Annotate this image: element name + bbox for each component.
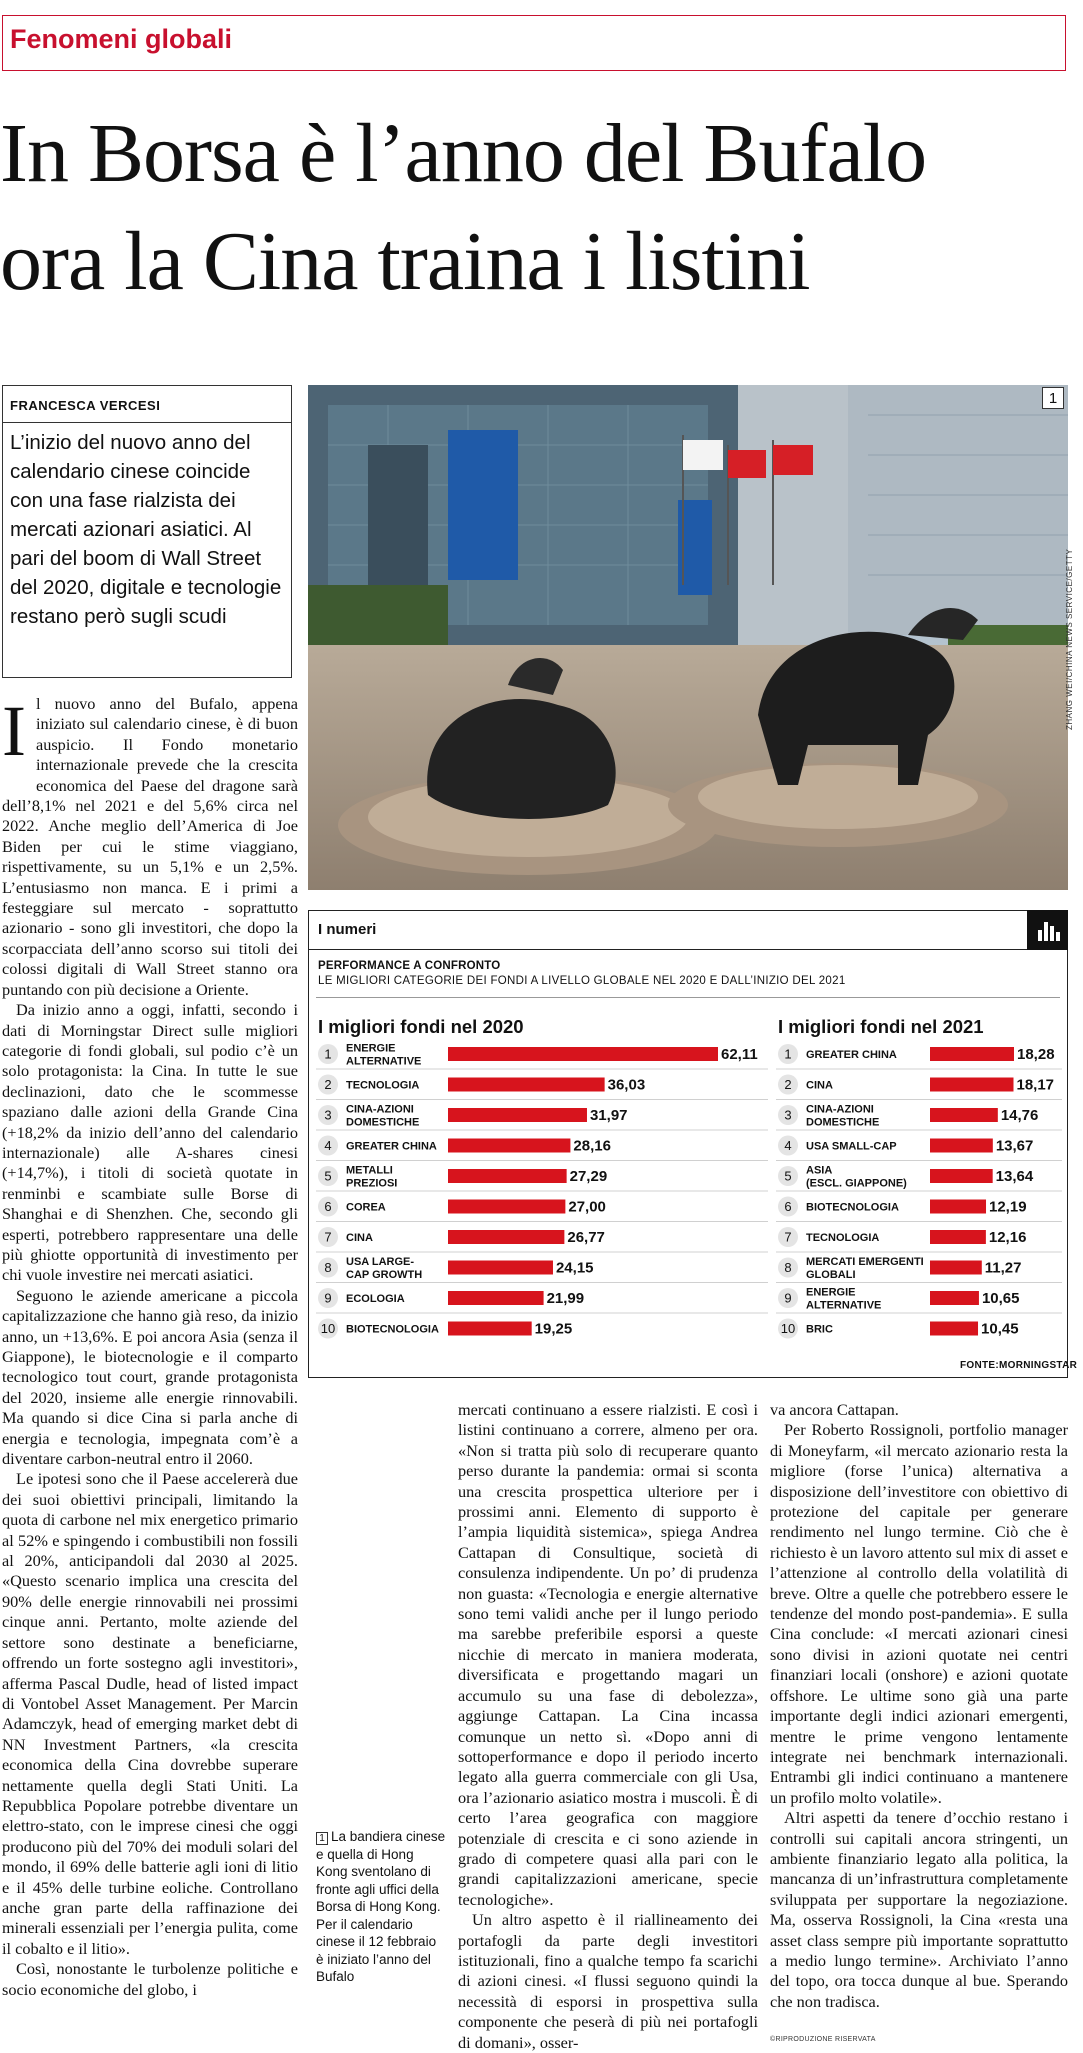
value-label: 18,28 bbox=[1017, 1046, 1055, 1063]
article-column-3 bbox=[770, 1400, 1068, 2012]
category-label: ECOLOGIA bbox=[346, 1293, 405, 1305]
value-label: 31,97 bbox=[589, 1107, 628, 1124]
infographic-description: LE MIGLIORI CATEGORIE DEI FONDI A LIVELLO GLOBALE NEL 2020 E DALL’INIZIO DEL 2021 bbox=[318, 975, 846, 987]
category-label: BRIC bbox=[806, 1323, 833, 1336]
article-paragraph: mercati continuano a essere rialzisti. E così i listini continuano a correre, almeno per ora. «Non si tratta più solo di recuperare quanto perso durante la pandemia: ormai si sconta una crescita prospettica ulteriore per i prossimi anni. Elemento di supporto è l’ampia liquidità sistemica», spiega Andrea Cattapan di Consultique, società di consulenza indipendente. Un po’ di prudenza non guasta: «Tecnologia e energie alternative sono temi validi anche per il lungo periodo ma sarebbe preferibile esporsi a queste nicchie di mercato in maniera moderata, diversificata e progettando magari un accumulo su una fase di debolezza», aggiunge Cattapan. La Cina incassa comunque un netto sì. «Dopo anni di sottoperformance e dopo il periodo incerto legato alla guerra commerciale con gli Usa, ora l’azionario asiatico mostra i muscoli. È di certo l’area geografica con maggiore potenziale di crescita e ci sono aziende in grado di competere quasi alla pari con le grandi capitalizzazioni americane, specie tecnologiche». bbox=[458, 1400, 758, 1909]
article-column-1 bbox=[2, 691, 298, 2000]
category-label: GLOBALI bbox=[806, 1269, 856, 1281]
rank-number: 5 bbox=[324, 1168, 332, 1184]
category-label: DOMESTICHE bbox=[806, 1116, 880, 1129]
bar bbox=[448, 1139, 570, 1153]
caption-number-badge: 1 bbox=[316, 1832, 328, 1845]
headline-line-2: ora la Cina traina i listini bbox=[0, 215, 810, 308]
photo-illustration bbox=[308, 385, 1068, 890]
category-label: CINA-AZIONI bbox=[346, 1103, 414, 1116]
rank-number: 6 bbox=[784, 1199, 792, 1214]
value-label: 13,67 bbox=[995, 1137, 1034, 1155]
infographic-header bbox=[308, 910, 1068, 950]
article-paragraph: Le ipotesi sono che il Paese accelererà due dei suoi obiettivi principali, limitando la quota di carbone nel mix energetico primario al 52% e spingendo i combustibili non fossili al 20%, anticipandoli dal 2030 al 2025. «Questo scenario implica una crescita del 90% delle energie rinnovabili nei prossimi cinque anni. Pertanto, molte aziende del settore sono destinate a beneficiarne, offrendo un forte sostegno agli investitori», afferma Pascal Dudle, head of listed impact di Vontobel Asset Management. Per Marcin Adamczyk, head of emerging market debt di NN Investment Partners, «la crescita economica della Cina dovrebbe superare nettamente quella degli Stati Uniti. La Repubblica Popolare potrebbe diventare un elettro-stato, con le imprese cinesi che oggi producono più del 70% dei moduli solari del mondo, il 69% delle batterie agli ioni di litio e il 45% delle turbine eoliche. Controllano anche gran parte della raffinazione dei minerali essenziali per l’energia pulita, come il cobalto e il litio». bbox=[2, 1469, 298, 1958]
section-label: Fenomeni globali bbox=[10, 24, 233, 54]
photo-credit: ZHANG WEI/CHINA NEWS SERVICE/GETTY bbox=[1065, 548, 1074, 730]
bar bbox=[930, 1108, 998, 1122]
infographic-source: FONTE:MORNINGSTAR bbox=[960, 1360, 1078, 1371]
bar bbox=[448, 1291, 544, 1305]
value-label: 14,76 bbox=[1000, 1107, 1039, 1124]
value-label: 10,65 bbox=[981, 1290, 1020, 1307]
value-label: 19,25 bbox=[534, 1320, 573, 1338]
bar bbox=[448, 1047, 718, 1061]
summary-divider bbox=[2, 422, 292, 423]
bar-chart-icon bbox=[1027, 910, 1068, 950]
bar bbox=[930, 1322, 978, 1336]
headline-line-1: In Borsa è l’anno del Bufalo bbox=[0, 107, 927, 200]
rank-number: 6 bbox=[324, 1199, 332, 1214]
category-label: CINA bbox=[806, 1079, 833, 1092]
value-label: 27,29 bbox=[569, 1168, 608, 1185]
summary-text: L’inizio del nuovo anno del calendario cinese coincide con una fase rialzista dei mercati azionari asiatici. Al pari del boom di Wall Street del 2020, digitale e tecnologie restano però sugli scudi bbox=[10, 431, 282, 628]
bar bbox=[930, 1261, 982, 1275]
bar bbox=[930, 1047, 1014, 1061]
bar bbox=[930, 1291, 979, 1305]
bar bbox=[930, 1200, 986, 1214]
infographic-title: I numeri bbox=[318, 921, 377, 938]
drop-cap: I bbox=[2, 691, 26, 771]
rank-number: 8 bbox=[324, 1260, 332, 1275]
category-label: (ESCL. GIAPPONE) bbox=[806, 1177, 907, 1190]
rank-number: 8 bbox=[784, 1260, 792, 1275]
article-paragraph: Il nuovo anno del Bufalo, appena iniziato sul calendario cinese, è di buon auspicio. Il Fondo monetario internazionale prevede che la crescita economica del Paese del dragone sarà dell’8,1% nel 2021 e del 5,6% circa nel 2022. Anche meglio dell’America di Joe Biden per cui le stime viaggiano, rispettivamente, su un 5,1% e un 2,5%. L’entusiasmo non manca. E i primi a festeggiare sul mercato - soprattutto azionario - sono gli investitori, che dopo la scorpacciata dell’anno scorso sui titoli dei colossi digitali di Wall Street stanno ora puntando con più decisione a Oriente. bbox=[2, 691, 298, 999]
rank-number: 1 bbox=[784, 1046, 792, 1062]
caption-text: La bandiera cinese e quella di Hong Kong sventolano di fronte agli uffici della Borsa di Hong Kong. Per il calendario cinese il 12 febbraio è iniziato l’anno del Bufalo bbox=[316, 1829, 446, 1984]
value-label: 13,64 bbox=[995, 1168, 1034, 1185]
category-label: CINA-AZIONI bbox=[806, 1103, 874, 1116]
bar bbox=[448, 1230, 564, 1244]
rank-number: 9 bbox=[324, 1290, 332, 1306]
bar bbox=[930, 1139, 993, 1153]
rank-number: 2 bbox=[324, 1077, 332, 1092]
bar bbox=[448, 1108, 587, 1122]
article-paragraph: va ancora Cattapan. bbox=[770, 1400, 899, 1419]
value-label: 36,03 bbox=[607, 1076, 646, 1094]
bar bbox=[930, 1078, 1013, 1092]
value-label: 12,19 bbox=[989, 1198, 1027, 1216]
bar bbox=[448, 1261, 553, 1275]
category-label: ENERGIE bbox=[806, 1286, 856, 1299]
category-label: CAP GROWTH bbox=[346, 1269, 423, 1281]
category-label: GREATER CHINA bbox=[806, 1049, 897, 1061]
bar bbox=[448, 1200, 565, 1214]
rank-number: 4 bbox=[324, 1138, 332, 1153]
value-label: 11,27 bbox=[984, 1259, 1022, 1277]
rank-number: 1 bbox=[324, 1046, 332, 1062]
chart-2021 bbox=[776, 1040, 1062, 1355]
rank-number: 2 bbox=[784, 1077, 792, 1092]
headline bbox=[0, 100, 1070, 316]
photo-number-badge: 1 bbox=[1042, 387, 1064, 409]
infographic-divider bbox=[316, 997, 1060, 998]
rank-number: 7 bbox=[784, 1229, 792, 1245]
bar bbox=[930, 1230, 986, 1244]
category-label: COREA bbox=[346, 1201, 386, 1214]
category-label: GREATER CHINA bbox=[346, 1140, 437, 1153]
value-label: 24,15 bbox=[555, 1259, 594, 1277]
category-label: BIOTECNOLOGIA bbox=[346, 1323, 439, 1336]
category-label: METALLI bbox=[346, 1164, 393, 1177]
rank-number: 9 bbox=[784, 1290, 792, 1306]
category-label: TECNOLOGIA bbox=[806, 1232, 880, 1244]
category-label: CINA bbox=[346, 1232, 373, 1244]
category-label: ENERGIE bbox=[346, 1042, 396, 1055]
author-name: FRANCESCA VERCESI bbox=[10, 398, 161, 413]
article-paragraph: Altri aspetti da tenere d’occhio restano i controlli sui capitali ancora stringenti, un ambiente finanziario legato alla politica, la mancanza di un’infrastruttura completamente sviluppata per supportare la negoziazione. Ma, osserva Rossignoli, la Cina «resta una asset class sempre più importante soprattutto a medio lungo termine». Archiviato l’anno del topo, ora tocca dunque al bue. Sperando che non tradisca. bbox=[770, 1808, 1068, 2011]
article-column-2 bbox=[458, 1400, 758, 2053]
value-label: 12,16 bbox=[988, 1229, 1027, 1246]
infographic-subtitle: PERFORMANCE A CONFRONTO bbox=[318, 960, 501, 972]
chart-2021-title: I migliori fondi nel 2021 bbox=[778, 1016, 984, 1037]
photo-hong-kong-stock-exchange bbox=[308, 385, 1068, 890]
rank-number: 7 bbox=[324, 1229, 332, 1245]
value-label: 10,45 bbox=[981, 1320, 1019, 1338]
value-label: 18,17 bbox=[1016, 1076, 1055, 1094]
category-label: BIOTECNOLOGIA bbox=[806, 1201, 899, 1214]
value-label: 27,00 bbox=[568, 1198, 606, 1216]
category-label: DOMESTICHE bbox=[346, 1116, 420, 1129]
category-label: PREZIOSI bbox=[346, 1177, 398, 1190]
copyright-note: ©RIPRODUZIONE RISERVATA bbox=[770, 2036, 876, 2043]
photo-caption bbox=[316, 1828, 446, 1986]
article-paragraph: Così, nonostante le turbolenze politiche e socio economiche del globo, i bbox=[2, 1959, 298, 1999]
bar bbox=[448, 1078, 605, 1092]
bar bbox=[930, 1169, 993, 1183]
category-label: USA LARGE- bbox=[346, 1256, 415, 1268]
category-label: USA SMALL-CAP bbox=[806, 1140, 897, 1153]
chart-2020 bbox=[316, 1040, 768, 1355]
rank-number: 3 bbox=[784, 1107, 792, 1123]
article-paragraph: Seguono le aziende americane a piccola capitalizzazione che hanno già reso, da inizio anno, un +13,6%. E poi ancora Asia (senza il Giappone), le biotecnologie e il comparto tecnologico tout court, grande protagonista del 2020, insieme alle energie rinnovabili. Ma quando si dice Cina si parla anche di energia e tecnologia, impegnata com’è a diventare carbon-neutral entro il 2060. bbox=[2, 1285, 298, 1469]
rank-number: 3 bbox=[324, 1107, 332, 1123]
value-label: 21,99 bbox=[546, 1290, 585, 1307]
category-label: TECNOLOGIA bbox=[346, 1079, 420, 1092]
chart-2020-title: I migliori fondi nel 2020 bbox=[318, 1016, 524, 1037]
bar bbox=[448, 1169, 567, 1183]
article-paragraph: Per Roberto Rossignoli, portfolio manager di Moneyfarm, «il mercato azionario resta la migliore (forse l’unica) alternativa a disposizione dell’investitore con obiettivo di protezione del capitale per generare rendimento nel lungo termine. Ciò che è richiesto è un lavoro attento sul mix di asset e l’attenzione al controllo della volatilità di breve. Oltre a quelle che potrebbero essere le tendenze del mondo post-pandemia». E sulla Cina conclude: «I mercati azionari cinesi sono divisi in azioni quotate nei centri finanziari locali (onshore) e azioni quotate offshore. Le ultime sono già una parte importante degli indici azionari emergenti, mentre le prime vengono lentamente integrate nei benchmark internazionali. Entrambi gli indici continuano a mantenere un profilo molto volatile». bbox=[770, 1420, 1068, 1807]
category-label: ALTERNATIVE bbox=[346, 1055, 422, 1068]
rank-number: 10 bbox=[320, 1321, 336, 1336]
rank-number: 5 bbox=[784, 1168, 792, 1184]
value-label: 28,16 bbox=[573, 1137, 611, 1155]
rank-number: 10 bbox=[780, 1321, 796, 1336]
category-label: ALTERNATIVE bbox=[806, 1299, 882, 1312]
article-paragraph: Un altro aspetto è il riallineamento dei portafogli da parte degli investitori istituzionali, fino a qualche tempo fa scarichi di azioni cinesi. «I flussi seguono quindi la necessità di esporsi in prospettiva sulla componente che peserà di più nei portafogli di domani», osser- bbox=[458, 1910, 758, 2052]
article-paragraph: Da inizio anno a oggi, infatti, secondo i dati di Morningstar Direct sulle migliori categorie di fondi globali, sul podio c’è un solo protagonista: la Cina. In tutte le sue declinazioni, dato che le scommesse spaziano dalle azioni della Grande Cina (+18,2% da inizio dell’anno del calendario internazionale) alle A-shares cinesi (+14,7%), i titoli di società quotate in renminbi e scambiate sulle Borse di Shanghai e di Shenzhen. Che, secondo gli esperti, potrebbero rappresentare una delle più ghiotte opportunità di investimento per chi vuole investire nei mercati asiatici. bbox=[2, 1000, 298, 1285]
category-label: MERCATI EMERGENTI bbox=[806, 1256, 924, 1268]
category-label: ASIA bbox=[806, 1164, 833, 1177]
value-label: 62,11 bbox=[721, 1046, 758, 1063]
bar bbox=[448, 1322, 532, 1336]
value-label: 26,77 bbox=[567, 1229, 605, 1246]
rank-number: 4 bbox=[784, 1138, 792, 1153]
